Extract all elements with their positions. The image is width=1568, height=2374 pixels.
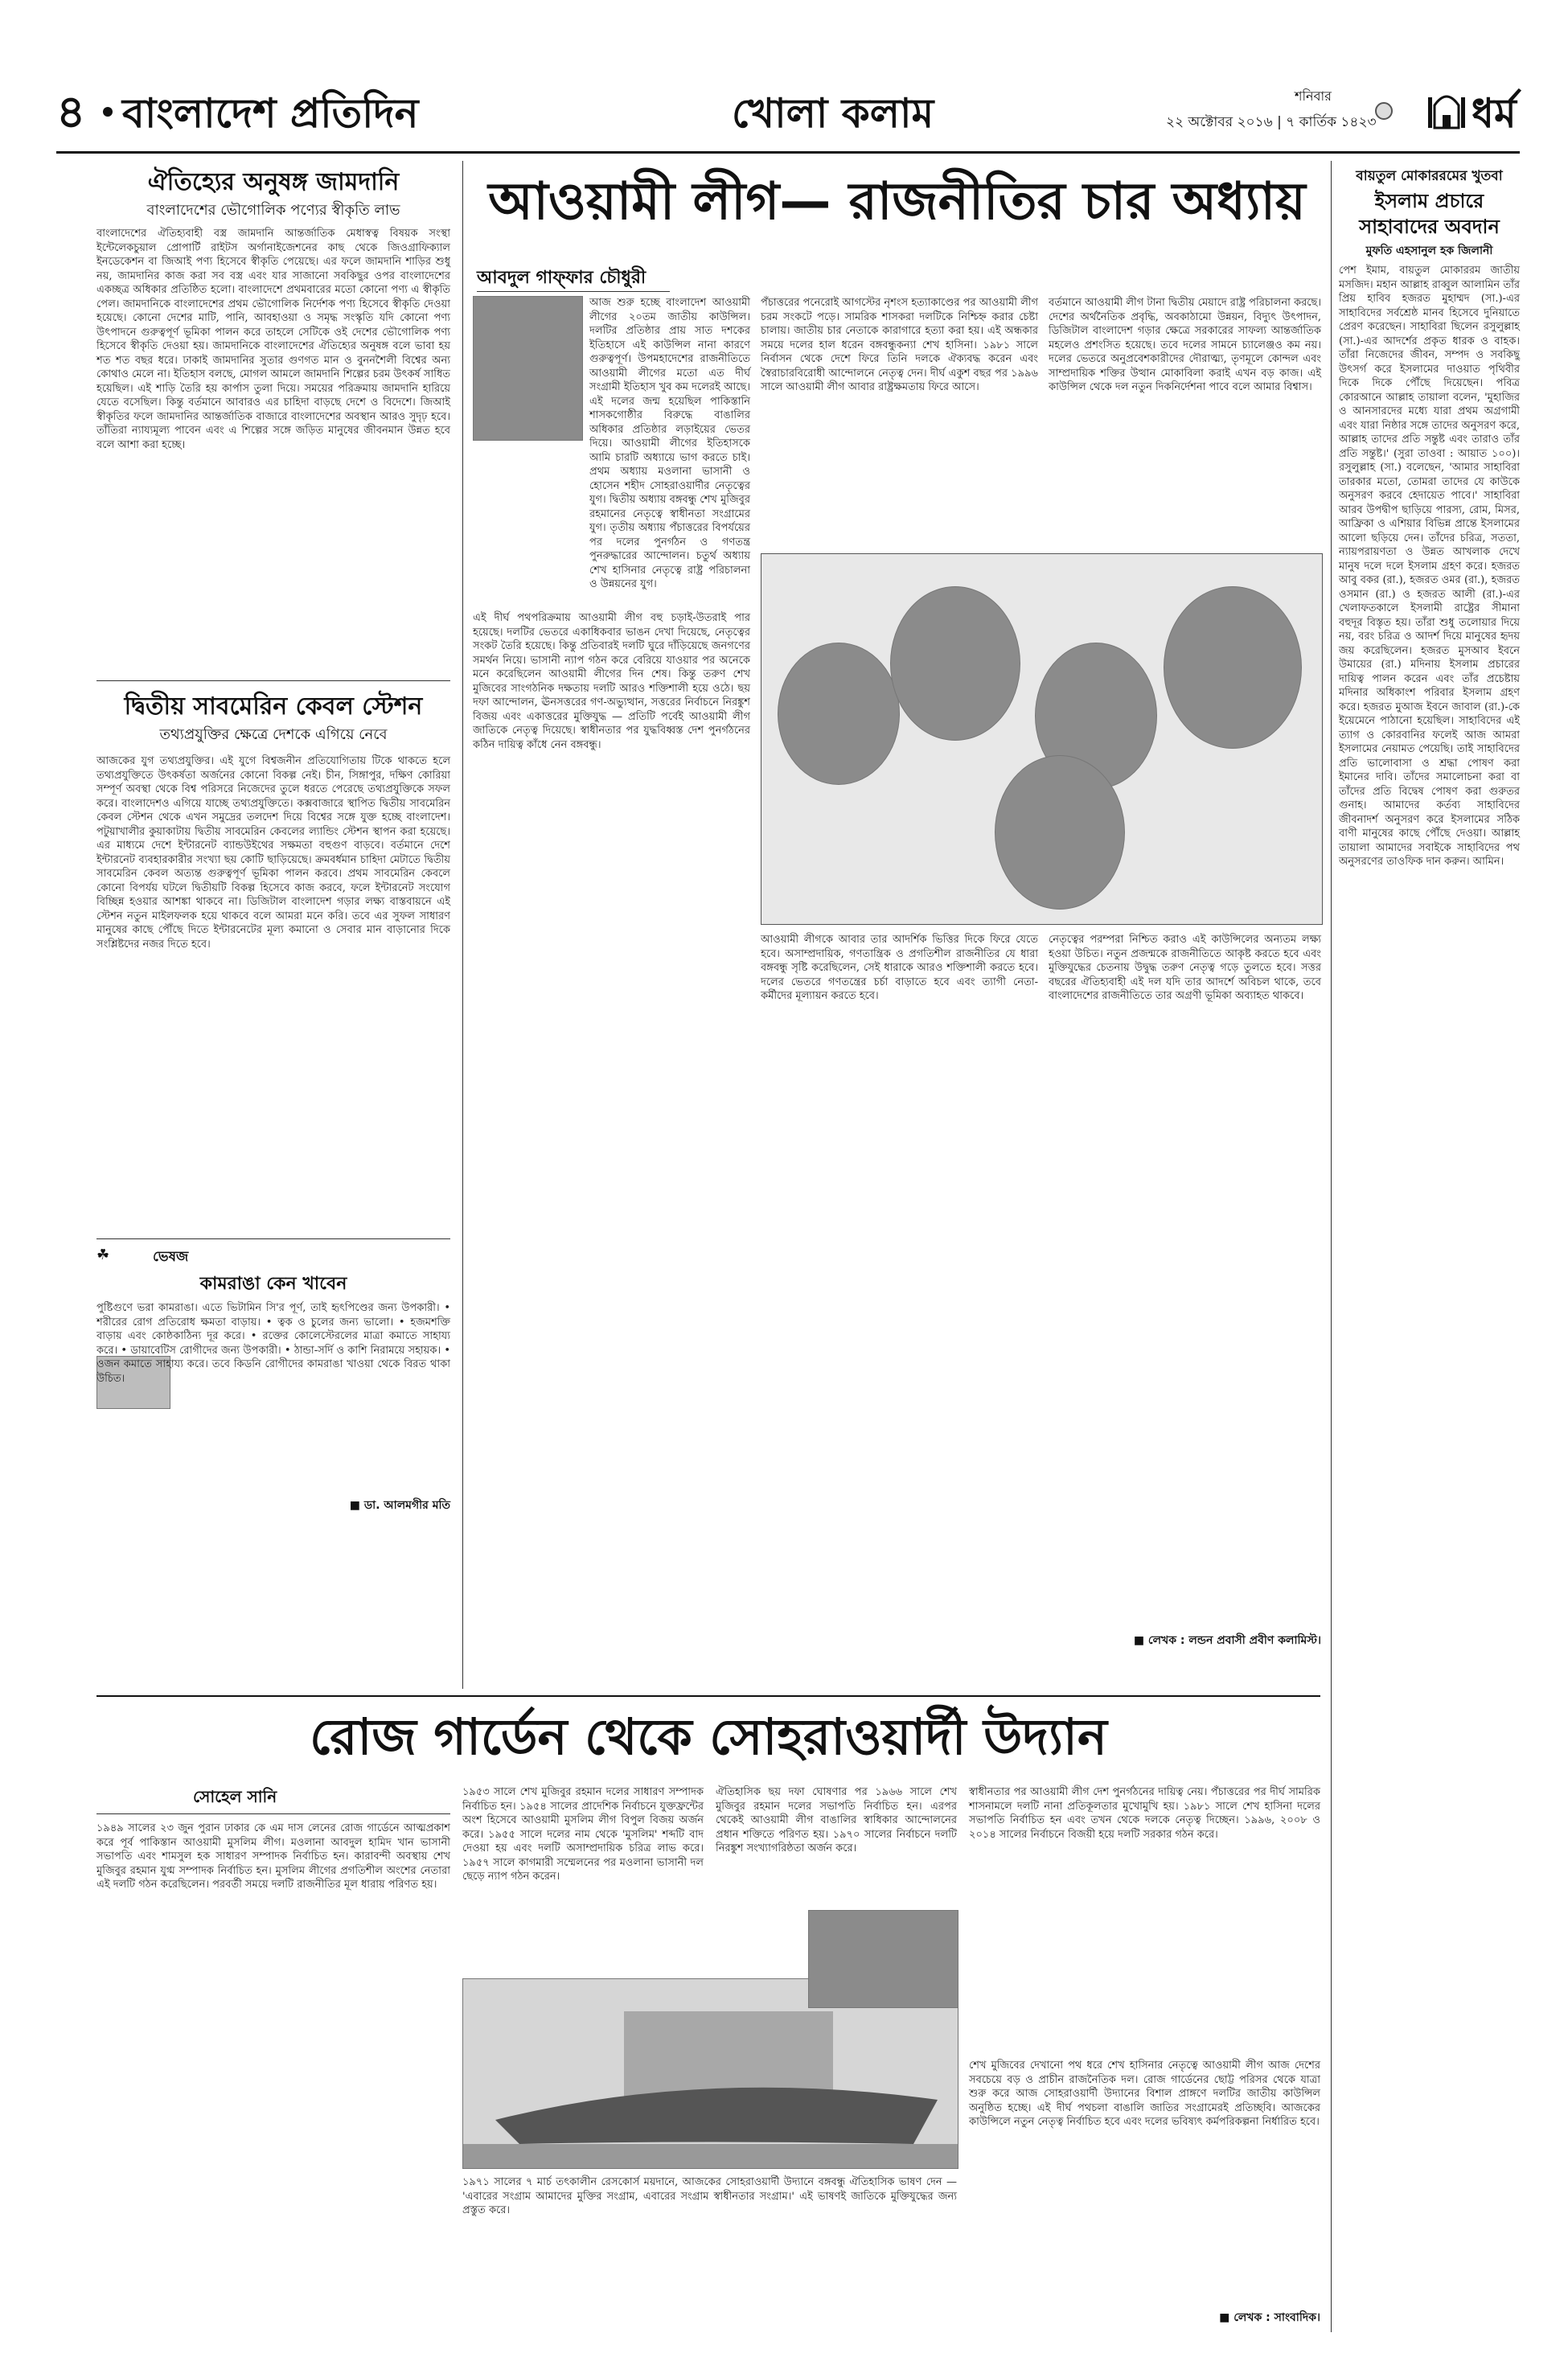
main-article — [473, 161, 1325, 1689]
bottom-byline: ■ লেখক : সাংবাদিক। — [1219, 2311, 1320, 2324]
main-col-3: পঁচাত্তরের পনেরোই আগস্টের নৃশংস হত্যাকাণ্ডের পর আওয়ামী লীগ চরম সংকটে পড়ে। সামরিক শাসকরা দলটিকে নিশ্চিহ্ন করার চেষ্টা চালায়। জাতীয় চার নেতাকে কারাগারে হত্যা করা হয়। এই অন্ধকার সময়ে দলের হাল ধরেন বঙ্গবন্ধুকন্যা শেখ হাসিনা। ১৯৮১ সালে নির্বাসন থেকে দেশে ফিরে তিনি দলকে ঐক্যবদ্ধ করেন এবং স্বৈরাচারবিরোধী আন্দোলনে নেতৃত্ব দেন। দীর্ঘ একুশ বছর পর ১৯৯৬ সালে আওয়ামী লীগ আবার রাষ্ট্রক্ষমতায় ফিরে আসে। — [761, 297, 1042, 393]
circle-ornament-icon — [1375, 102, 1393, 120]
main-headline: আওয়ামী লীগ— রাজনীতির চার অধ্যায় — [488, 172, 1306, 232]
bottom-author: সোহেল সানি — [193, 1787, 277, 1806]
author-photo — [473, 296, 583, 441]
bullet-dot — [103, 107, 113, 117]
jamdani-subtitle: বাংলাদেশের ভৌগোলিক পণ্যের স্বীকৃতি লাভ — [146, 202, 400, 219]
paper-name: বাংলাদেশ প্রতিদিন — [122, 90, 419, 137]
religion-author: মুফতি এহসানুল হক জিলানী — [1365, 244, 1493, 257]
jamdani-body: বাংলাদেশের ঐতিহ্যবাহী বস্ত্র জামদানি আন্তর্জাতিক মেধাস্বত্ব বিষয়ক সংস্থা ইন্টেলেকচুয়াল প্রোপার্টি রাইটস অর্গানাইজেশনের কাছ থেকে জিওগ্রাফিক্যাল ইনডেকেশন বা জিআই পণ্য হিসেবে স্বীকৃতি পেয়েছে। এর ফলে জামদানি শাড়ির শুধু নয়, জামদানির কাজ করা সব বস্ত্র এবং যার সাজানো সবকিছুর ওপর বাংলাদেশের একচ্ছত্র অধিকার প্রতিষ্ঠিত হলো। বাংলাদেশে প্রথমবারের মতো কোনো পণ্য এ স্বীকৃতি পেল। জামদানিকে বাংলাদেশের প্রথম ভৌগোলিক নির্দেশক পণ্য হিসেবে স্বীকৃতি দেওয়া হয়েছে। কোনো দেশের মাটি, পানি, আবহাওয়া ও সমৃদ্ধ সংস্কৃতি যদি কোনো পণ্য উৎপাদনে গুরুত্বপূর্ণ ভূমিকা পালন করে তাহলে সেটিকে ওই দেশের ভৌগোলিক পণ্য হিসেবে স্বীকৃতি দেওয়া হয়। জামদানিকে বাংলাদেশের ঐতিহ্যের অনুষঙ্গ বলে ভাবা হয় শত শত বছর ধরে। ঢাকাই জামদানির সুতার গুণগত মান ও বুননশৈলী বিশ্বের অন্য কোথাও মেলে না। ইতিহাস বলছে, মোগল আমলে জামদানি শিল্পের চরম উৎকর্ষ সাধিত হয়েছিল। এই শাড়ি তৈরি হয় কার্পাস তুলা দিয়ে। সময়ের পরিক্রমায় জামদানি হারিয়ে যেতে বসেছিল। কিন্তু বর্তমানে আবারও এর চাহিদা বাড়ছে দেশে ও বিদেশে। জিআই স্বীকৃতির ফলে জামদানির আন্তর্জাতিক বাজারে বাংলাদেশের অবস্থান আরও সুদৃঢ় হবে। তাঁতিরা ন্যায্যমূল্য পাবেন এবং এ শিল্পের সঙ্গে জড়িত মানুষের জীবনমান উন্নত হবে বলে আশা করা হচ্ছে। — [96, 228, 454, 451]
divider — [96, 1238, 450, 1239]
left-column — [96, 161, 454, 1693]
bottom-col-3: ঐতিহাসিক ছয় দফা ঘোষণার পর ১৯৬৬ সালে শেখ মুজিবুর রহমান দলের সভাপতি নির্বাচিত হন। এরপর থেকেই আওয়ামী লীগ বাঙালির স্বাধিকার আন্দোলনের প্রধান শক্তিতে পরিণত হয়। ১৯৭০ সালের নির্বাচনে দলটি নিরঙ্কুশ সংখ্যাগরিষ্ঠতা অর্জন করে। — [716, 1786, 961, 1854]
bottom-col-1: ১৯৪৯ সালের ২৩ জুন পুরান ঢাকার কে এম দাস লেনের রোজ গার্ডেনে আত্মপ্রকাশ করে পূর্ব পাকিস্তান আওয়ামী মুসলিম লীগ। মওলানা আবদুল হামিদ খান ভাসানী সভাপতি এবং শামসুল হক সাধারণ সম্পাদক নির্বাচিত হন। কারাবন্দী অবস্থায় শেখ মুজিবুর রহমান যুগ্ম সম্পাদক নির্বাচিত হন। মুসলিম লীগের প্রগতিশীল অংশের নেতারা এই দলটি গঠন করেছিলেন। পরবর্তী সময়ে দলটি রাজনীতির মূল ধারায় পরিণত হয়। — [96, 1822, 454, 1891]
leader-photo — [890, 586, 1020, 741]
main-author: আবদুল গাফ্ফার চৌধুরী — [477, 268, 646, 288]
mosque-icon — [1428, 84, 1465, 133]
leader-photo — [995, 755, 1125, 910]
leaders-photo-collage — [761, 553, 1323, 925]
cable-body: আজকের যুগ তথ্যপ্রযুক্তির। এই যুগে বিশ্বজনীন প্রতিযোগিতায় টিকে থাকতে হলে তথ্যপ্রযুক্তিতে উৎকর্ষতা অর্জনের কোনো বিকল্প নেই। চীন, সিঙ্গাপুর, দক্ষিণ কোরিয়া সম্পূর্ণ অবস্থা থেকে বিশ্ব পরিসরে নিজেদের তুলে ধরতে পেরেছে তথ্যপ্রযুক্তিকে সফল করে। বাংলাদেশও এগিয়ে যাচ্ছে তথ্যপ্রযুক্তিতে। কক্সবাজারে স্থাপিত দ্বিতীয় সাবমেরিন কেবল স্টেশন থেকে এখন সমুদ্রের তলদেশ দিয়ে বিশ্বের সঙ্গে যুক্ত হচ্ছে বাংলাদেশ। পটুয়াখালীর কুয়াকাটায় দ্বিতীয় সাবমেরিন কেবলের ল্যান্ডিং স্টেশন স্থাপন করা হয়েছে। এর মাধ্যমে দেশে ইন্টারনেট ব্যান্ডউইথের সক্ষমতা বহুগুণ বাড়বে। বর্তমানে দেশে ইন্টারনেট ব্যবহারকারীর সংখ্যা ছয় কোটি ছাড়িয়েছে। ক্রমবর্ধমান চাহিদা মেটাতে দ্বিতীয় সাবমেরিন কেবল অত্যন্ত গুরুত্বপূর্ণ ভূমিকা পালন করবে। প্রথম সাবমেরিন কেবলে কোনো বিপর্যয় ঘটলে দ্বিতীয়টি বিকল্প হিসেবে কাজ করবে, ফলে ইন্টারনেট সংযোগ বিচ্ছিন্ন হওয়ার আশঙ্কা থাকবে না। ডিজিটাল বাংলাদেশ গড়ার লক্ষ্য বাস্তবায়নে এই স্টেশন নতুন মাইলফলক হয়ে থাকবে বলে আমরা মনে করি। তবে এর সুফল সাধারণ মানুষের কাছে পৌঁছে দিতে ইন্টারনেটের মূল্য কমানো ও সেবার মান বাড়ানোর দিকে সংশ্লিষ্টদের নজর দিতে হবে। — [96, 755, 454, 951]
leader-photo — [1164, 586, 1302, 749]
leader-photo — [808, 1910, 958, 2008]
divider — [96, 680, 450, 681]
health-body: পুষ্টিগুণে ভরা কামরাঙা। এতে ভিটামিন সি'র পূর্ণ, তাই হৃৎপিণ্ডের জন্য উপকারী। • শরীরের রোগ প্রতিরোধ ক্ষমতা বাড়ায়। • ত্বক ও চুলের জন্য ভালো। • হজমশক্তি বাড়ায় এবং কোষ্ঠকাঠিন্য দূর করে। • রক্তের কোলেস্টেরলের মাত্রা কমাতে সাহায্য করে। • ডায়াবেটিস রোগীদের জন্য উপকারী। • ঠান্ডা-সর্দি ও কাশি নিরাময়ে সহায়ক। • ওজন কমাতে সাহায্য করে। তবে কিডনি রোগীদের কামরাঙা খাওয়া থেকে বিরত থাকা উচিত। — [96, 1302, 454, 1385]
side-section-title: ধর্ম — [1472, 90, 1517, 137]
bottom-article — [96, 1701, 1324, 2336]
main-col-4: বর্তমানে আওয়ামী লীগ টানা দ্বিতীয় মেয়াদে রাষ্ট্র পরিচালনা করছে। দেশের অর্থনৈতিক প্রবৃদ্ধি, অবকাঠামো উন্নয়ন, বিদ্যুৎ উৎপাদন, ডিজিটাল বাংলাদেশ গড়ার ক্ষেত্রে সরকারের সাফল্য আন্তর্জাতিক মহলেও প্রশংসিত হয়েছে। তবে দলের সামনে চ্যালেঞ্জও কম নয়। দলের ভেতরে অনুপ্রবেশকারীদের দৌরাত্ম্য, তৃণমূলে কোন্দল এবং সাম্প্রদায়িক শক্তির উত্থান মোকাবিলা করাই এখন বড় কাজ। এই কাউন্সিল থেকে দল নতুন দিকনির্দেশনা পাবে বলে আমার বিশ্বাস। — [1049, 297, 1325, 393]
cable-title: দ্বিতীয় সাবমেরিন কেবল স্টেশন — [124, 692, 423, 721]
bottom-col-6: শেখ মুজিবের দেখানো পথ ধরে শেখ হাসিনার নেতৃত্বে আওয়ামী লীগ আজ দেশের সবচেয়ে বড় ও প্রাচীন রাজনৈতিক দল। রোজ গার্ডেনের ছোট্ট পরিসর থেকে যাত্রা শুরু করে আজ সোহরাওয়ার্দী উদ্যানের বিশাল প্রাঙ্গণে দলটির জাতীয় কাউন্সিল অনুষ্ঠিত হচ্ছে। এই দীর্ঘ পথচলা বাঙালি জাতির সংগ্রামেরই প্রতিচ্ছবি। আজকের কাউন্সিলে নতুন নেতৃত্ব নির্বাচিত হবে এবং দলের ভবিষ্যৎ কর্মপরিকল্পনা নির্ধারিত হবে। — [969, 2060, 1324, 2128]
health-title: কামরাঙা কেন খাবেন — [199, 1274, 347, 1294]
herb-icon: ☘ — [96, 1247, 110, 1263]
author-rule — [96, 1813, 450, 1814]
weekday: শনিবার — [1295, 88, 1332, 104]
section-name: খোলা কলাম — [732, 90, 934, 137]
cable-subtitle: তথ্যপ্রযুক্তির ক্ষেত্রে দেশকে এগিয়ে নেবে — [159, 726, 388, 743]
main-col-2: এই দীর্ঘ পথপরিক্রমায় আওয়ামী লীগ বহু চড়াই-উতরাই পার হয়েছে। দলটির ভেতরে একাধিকবার ভাঙন দেখা দিয়েছে, নেতৃত্বের সংকট তৈরি হয়েছে। কিন্তু প্রতিবারই দলটি ঘুরে দাঁড়িয়েছে জনগণের সমর্থন নিয়ে। ভাসানী ন্যাপ গঠন করে বেরিয়ে যাওয়ার পর অনেকে মনে করেছিলেন আওয়ামী লীগের দিন শেষ। কিন্তু তরুণ শেখ মুজিবের সাংগঠনিক দক্ষতায় দলটি আরও শক্তিশালী হয়ে ওঠে। ছয় দফা আন্দোলন, ঊনসত্তরের গণ-অভ্যুত্থান, সত্তরের নির্বাচনে নিরঙ্কুশ বিজয় এবং একাত্তরের মুক্তিযুদ্ধ — প্রতিটি পর্বেই আওয়ামী লীগ জাতিকে নেতৃত্ব দিয়েছে। স্বাধীনতার পর যুদ্ধবিধ্বস্ত দেশ পুনর্গঠনের কঠিন দায়িত্ব কাঁধে নেন বঙ্গবন্ধু। — [473, 612, 754, 751]
jamdani-title: ঐতিহ্যের অনুষঙ্গ জামদানি — [147, 168, 400, 196]
column-divider — [1331, 161, 1332, 2332]
bottom-headline: রোজ গার্ডেন থেকে সোহরাওয়ার্দী উদ্যান — [310, 1707, 1107, 1766]
page-number: ৪ — [56, 86, 86, 138]
bottom-col-4: ১৯৭১ সালের ৭ মার্চ তৎকালীন রেসকোর্স ময়দানে, আজকের সোহরাওয়ার্দী উদ্যানে বঙ্গবন্ধু ঐতিহাসিক ভাষণ দেন — 'এবারের সংগ্রাম আমাদের মুক্তির সংগ্রাম, এবারের সংগ্রাম স্বাধীনতার সংগ্রাম।' এই ভাষণই জাতিকে মুক্তিযুদ্ধের জন্য প্রস্তুত করে। — [462, 2176, 961, 2216]
leader-photo — [778, 643, 900, 785]
religion-column — [1339, 161, 1524, 2332]
bottom-col-2: ১৯৫৩ সালে শেখ মুজিবুর রহমান দলের সাধারণ সম্পাদক নির্বাচিত হন। ১৯৫৪ সালের প্রাদেশিক নির্বাচনে যুক্তফ্রন্টের অংশ হিসেবে আওয়ামী মুসলিম লীগ বিপুল বিজয় অর্জন করে। ১৯৫৫ সালে দলের নাম থেকে 'মুসলিম' শব্দটি বাদ দেওয়া হয় এবং দলটি অসাম্প্রদায়িক চরিত্র লাভ করে। ১৯৫৭ সালে কাগমারী সম্মেলনের পর মওলানা ভাসানী দল ছেড়ে ন্যাপ গঠন করেন। — [462, 1786, 708, 1883]
masthead-rule — [56, 151, 1520, 154]
health-tag: ভেষজ — [153, 1249, 189, 1265]
main-col-5: আওয়ামী লীগকে আবার তার আদর্শিক ভিত্তির দিকে ফিরে যেতে হবে। অসাম্প্রদায়িক, গণতান্ত্রিক ও প্রগতিশীল রাজনীতির যে ধারা বঙ্গবন্ধু সৃষ্টি করেছিলেন, সেই ধারাকে আরও শক্তিশালী করতে হবে। দলের ভেতরে গণতন্ত্রের চর্চা বাড়াতে হবে এবং ত্যাগী নেতা-কর্মীদের মূল্যায়ন করতে হবে। — [761, 934, 1042, 1002]
main-byline: ■ লেখক : লন্ডন প্রবাসী প্রবীণ কলামিস্ট। — [1133, 1634, 1321, 1647]
religion-title-3: সাহাবাদের অবদান — [1359, 216, 1500, 238]
author-rule — [477, 291, 670, 292]
column-divider — [462, 161, 463, 1689]
bottom-col-5: স্বাধীনতার পর আওয়ামী লীগ দেশ পুনর্গঠনের দায়িত্ব নেয়। পঁচাত্তরের পর দীর্ঘ সামরিক শাসনামলে দলটি নানা প্রতিকূলতার মুখোমুখি হয়। ১৯৮১ সালে শেখ হাসিনা দলের সভাপতি নির্বাচিত হন এবং তখন থেকে দলকে নেতৃত্ব দিচ্ছেন। ১৯৯৬, ২০০৮ ও ২০১৪ সালের নির্বাচনে বিজয়ী হয়ে দলটি সরকার গঠন করে। — [969, 1786, 1324, 1841]
main-col-1: আজ শুরু হচ্ছে বাংলাদেশ আওয়ামী লীগের ২০তম জাতীয় কাউন্সিল। দলটির প্রতিষ্ঠার প্রায় সাত দশকের ইতিহাসে এই কাউন্সিল নানা কারণে গুরুত্বপূর্ণ। উপমহাদেশের রাজনীতিতে আওয়ামী লীগের মতো এত দীর্ঘ সংগ্রামী ইতিহাস খুব কম দলেরই আছে। এই দলের জন্ম হয়েছিল পাকিস্তানি শাসকগোষ্ঠীর বিরুদ্ধে বাঙালির অধিকার প্রতিষ্ঠার লড়াইয়ের ভেতর দিয়ে। আওয়ামী লীগের ইতিহাসকে আমি চারটি অধ্যায়ে ভাগ করতে চাই। প্রথম অধ্যায় মওলানা ভাসানী ও হোসেন শহীদ সোহরাওয়ার্দীর নেতৃত্বের যুগ। দ্বিতীয় অধ্যায় বঙ্গবন্ধু শেখ মুজিবুর রহমানের নেতৃত্বে স্বাধীনতা সংগ্রামের যুগ। তৃতীয় অধ্যায় পঁচাত্তরের বিপর্যয়ের পর দলের পুনর্গঠন ও গণতন্ত্র পুনরুদ্ধারের আন্দোলন। চতুর্থ অধ্যায় শেখ হাসিনার নেতৃত্বে রাষ্ট্র পরিচালনা ও উন্নয়নের যুগ। — [589, 297, 754, 590]
issue-date: ২২ অক্টোবর ২০১৬ | ৭ কার্তিক ১৪২৩ — [1166, 114, 1377, 130]
religion-title-2: ইসলাম প্রচারে — [1374, 190, 1484, 212]
masthead — [56, 84, 1520, 149]
health-author: ■ ডা. আলমগীর মতি — [349, 1499, 450, 1512]
main-col-6: নেতৃত্বের পরম্পরা নিশ্চিত করাও এই কাউন্সিলের অন্যতম লক্ষ্য হওয়া উচিত। নতুন প্রজন্মকে রাজনীতিতে আকৃষ্ট করতে হবে এবং মুক্তিযুদ্ধের চেতনায় উদ্বুদ্ধ তরুণ নেতৃত্ব গড়ে তুলতে হবে। সত্তর বছরের ঐতিহ্যবাহী এই দল যদি তার আদর্শে অবিচল থাকে, তবে বাংলাদেশের রাজনীতিতে তার অগ্রণী ভূমিকা অব্যাহত থাকবে। — [1049, 934, 1325, 1002]
religion-body: পেশ ইমাম, বায়তুল মোকাররম জাতীয় মসজিদ। মহান আল্লাহ রাব্বুল আলামিন তাঁর প্রিয় হাবিব হজরত মুহাম্মদ (সা.)-এর সাহাবিদের সর্বশ্রেষ্ঠ মানব হিসেবে দুনিয়াতে প্রেরণ করেছেন। সাহাবিরা ছিলেন রসুলুল্লাহ (সা.)-এর আদর্শের প্রকৃত ধারক ও বাহক। তাঁরা নিজেদের জীবন, সম্পদ ও সবকিছু উৎসর্গ করে ইসলামের দাওয়াত পৃথিবীর দিকে দিকে পৌঁছে দিয়েছেন। পবিত্র কোরআনে আল্লাহ তায়ালা বলেন, 'মুহাজির ও আনসারদের মধ্যে যারা প্রথম অগ্রগামী এবং যারা নিষ্ঠার সঙ্গে তাদের অনুসরণ করে, আল্লাহ তাদের প্রতি সন্তুষ্ট এবং তারাও তাঁর প্রতি সন্তুষ্ট।' (সুরা তাওবা : আয়াত ১০০)। রসুলুল্লাহ (সা.) বলেছেন, 'আমার সাহাবিরা তারকার মতো, তোমরা তাদের যে কাউকে অনুসরণ করবে হেদায়েত পাবে।' সাহাবিরা আরব উপদ্বীপ ছাড়িয়ে পারস্য, রোম, মিসর, আফ্রিকা ও এশিয়ার বিভিন্ন প্রান্তে ইসলামের আলো ছড়িয়ে দেন। তাঁদের চরিত্র, সততা, ন্যায়পরায়ণতা ও উন্নত আখলাক দেখে মানুষ দলে দলে ইসলাম গ্রহণ করে। হজরত আবু বকর (রা.), হজরত ওমর (রা.), হজরত ওসমান (রা.) ও হজরত আলী (রা.)-এর খেলাফতকালে ইসলামী রাষ্ট্রের সীমানা বহুদূর বিস্তৃত হয়। তাঁরা শুধু তলোয়ার দিয়ে নয়, বরং চরিত্র ও আদর্শ দিয়ে মানুষের হৃদয় জয় করেছিলেন। হজরত মুসআব ইবনে উমায়ের (রা.) মদিনায় ইসলাম প্রচারের দায়িত্ব পালন করেন এবং তাঁর প্রচেষ্টায় মদিনার অধিকাংশ পরিবার ইসলাম গ্রহণ করে। হজরত মুআজ ইবনে জাবাল (রা.)-কে ইয়েমেনে পাঠানো হয়েছিল। সাহাবিদের এই ত্যাগ ও কোরবানির ফলেই আজ আমরা ইসলামের নেয়ামত পেয়েছি। তাই সাহাবিদের প্রতি ভালোবাসা ও শ্রদ্ধা পোষণ করা ইমানের দাবি। তাঁদের সমালোচনা করা বা তাঁদের প্রতি বিদ্বেষ পোষণ করা গুরুতর গুনাহ। আমাদের কর্তব্য সাহাবিদের জীবনাদর্শ অনুসরণ করে ইসলামের সঠিক বাণী মানুষের কাছে পৌঁছে দেওয়া। আল্লাহ তায়ালা আমাদের সবাইকে সাহাবিদের পথ অনুসরণের তাওফিক দান করুন। আমিন। — [1339, 265, 1524, 868]
religion-title-1: বায়তুল মোকাররমের খুতবা — [1356, 168, 1503, 184]
section-divider — [96, 1695, 1320, 1697]
